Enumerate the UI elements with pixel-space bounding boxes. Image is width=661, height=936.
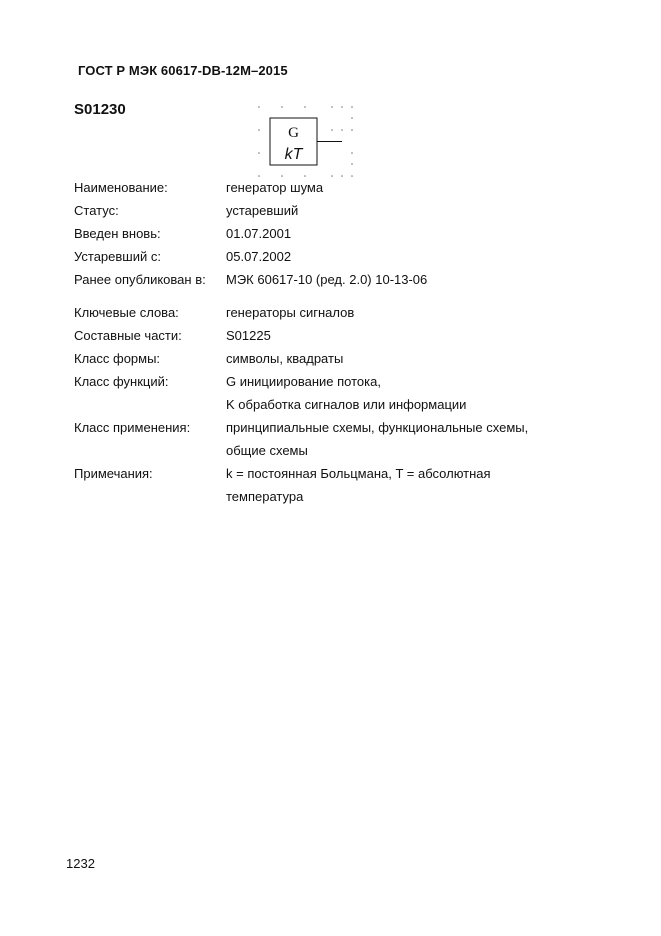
field-label: Составные части: <box>74 328 182 343</box>
field-value: 05.07.2002 <box>226 249 292 264</box>
field-label: Класс функций: <box>74 374 169 389</box>
field-value-line: общие схемы <box>226 443 308 458</box>
field-label: Статус: <box>74 203 119 218</box>
symbol-kt: kT <box>284 146 303 163</box>
field-label: Класс формы: <box>74 351 161 366</box>
noise-generator-symbol-svg <box>248 100 360 180</box>
field-value-line: G инициирование потока, <box>226 374 381 389</box>
field-value: генераторы сигналов <box>226 305 355 320</box>
field-value: устаревший <box>226 203 299 218</box>
field-value <box>226 462 491 508</box>
field-value: символы, квадраты <box>226 351 344 366</box>
field-label: Класс применения: <box>74 420 191 435</box>
document-header: ГОСТ Р МЭК 60617-DB-12M–2015 <box>78 63 288 78</box>
symbol-drawing <box>248 100 360 180</box>
field-value: S01225 <box>226 328 271 343</box>
field-value-line: температура <box>226 489 304 504</box>
field-value-line: K обработка сигналов или информации <box>226 397 467 412</box>
field-value-line: k = постоянная Больцмана, T = абсолютная <box>226 466 491 481</box>
field-label: Ранее опубликован в: <box>74 272 206 287</box>
field-label: Устаревший с: <box>74 249 161 264</box>
field-value: 01.07.2001 <box>226 226 292 241</box>
field-value-line: принципиальные схемы, функциональные схемы, <box>226 420 529 435</box>
field-label: Примечания: <box>74 466 153 481</box>
field-label: Наименование: <box>74 180 168 195</box>
symbol-letter-g: G <box>288 125 299 141</box>
field-label: Ключевые слова: <box>74 305 179 320</box>
field-label: Введен вновь: <box>74 226 161 241</box>
field-value: генератор шума <box>226 180 324 195</box>
field-value <box>226 370 466 416</box>
symbol-code: S01230 <box>74 101 126 118</box>
page-number: 1232 <box>66 856 95 871</box>
field-value: МЭК 60617-10 (ред. 2.0) 10-13-06 <box>226 272 428 287</box>
field-value <box>226 416 528 462</box>
